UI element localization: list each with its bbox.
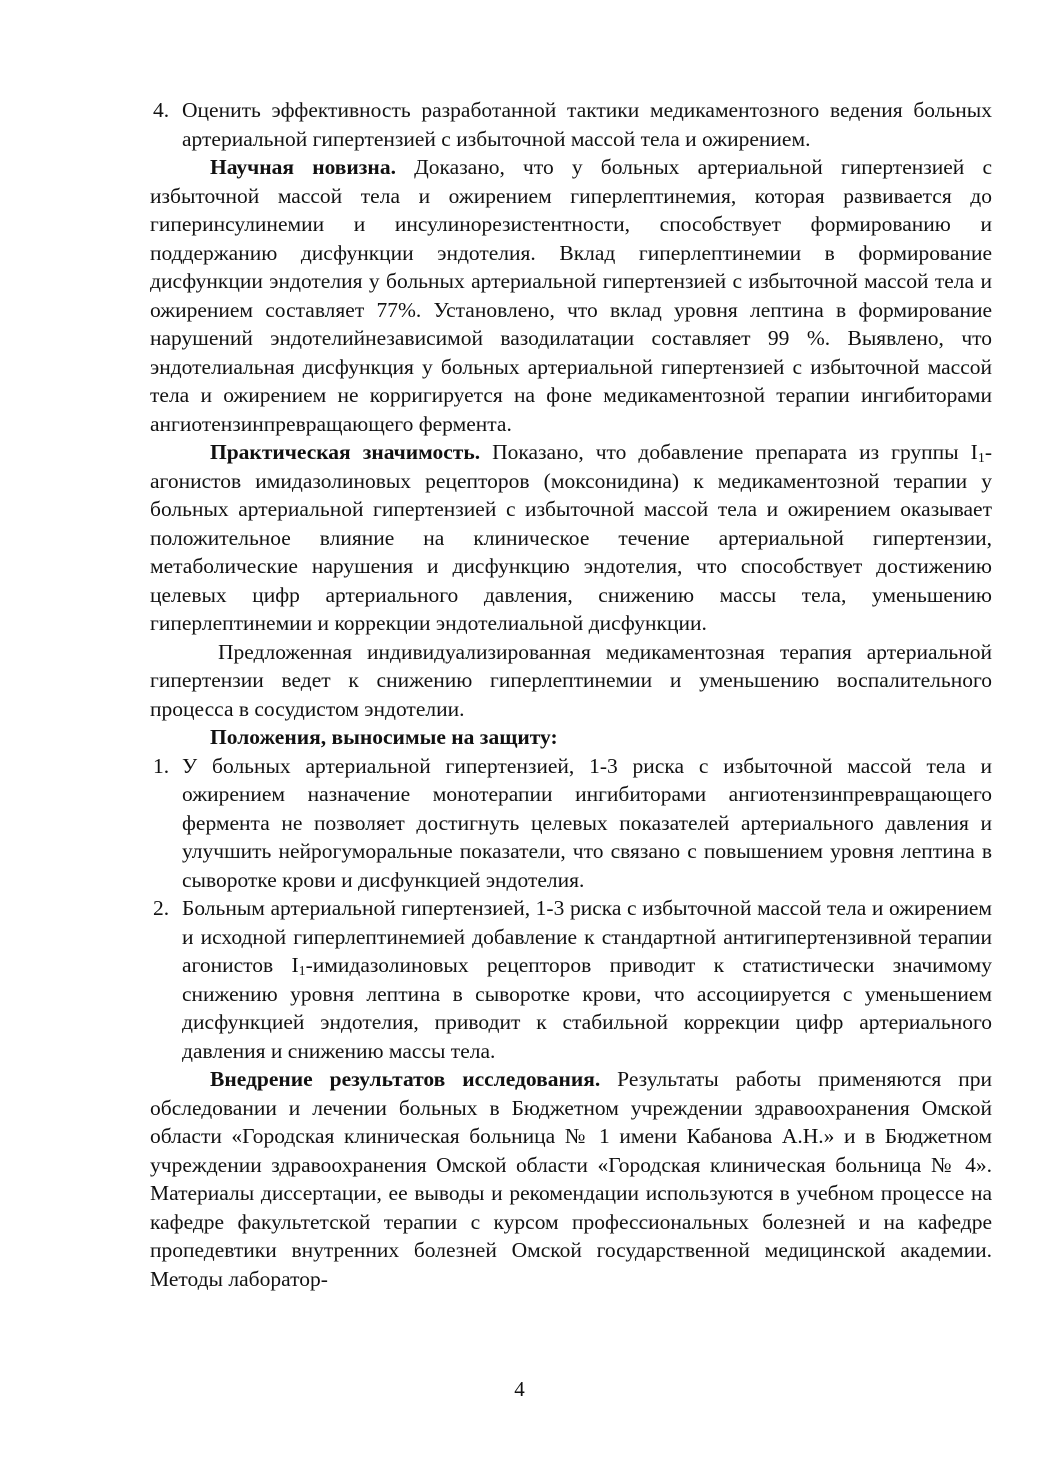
practical-text-part1: Показано, что добавление препарата из группы I bbox=[480, 440, 978, 464]
defense-item-text-part2: -имидазолиновых рецепторов приводит к статистически значимому снижению уровня лептина в сыворотке крови, что ассоциируется с уменьшением дисфункцией эндотелия, приводит к стабильной коррекции цифр артериального давления и снижению массы тела. bbox=[182, 953, 992, 1063]
practical-heading: Практическая значимость. bbox=[210, 440, 481, 464]
list-number: 1. bbox=[153, 753, 170, 778]
defense-item-1 bbox=[150, 752, 992, 895]
novelty-paragraph bbox=[150, 153, 992, 438]
practical-text-part2: -агонистов имидазолиновых рецепторов (моксонидина) к медикаментозной терапии у больных артериальной гипертензией с избыточной массой тела и ожирением оказывает положительное влияние на клиническое течение артериальной гипертензии, метаболические нарушения и дисфункцию эндотелия, что способствует достижению целевых цифр артериального давления, снижению массы тела, уменьшению гиперлептинемии и коррекции эндотелиальной дисфункции. bbox=[150, 440, 992, 635]
defense-heading: Положения, выносимые на защиту: bbox=[210, 725, 558, 749]
practical-subscript: 1 bbox=[977, 451, 985, 466]
proposed-text: Предложенная индивидуализированная медикаментозная терапия артериальной гипертензии ведет к снижению гиперлептинемии и уменьшению воспалительного процесса в сосудистом эндотелии. bbox=[150, 639, 992, 721]
implementation-text: Результаты работы применяются при обследовании и лечении больных в Бюджетном учреждении здравоохранения Омской области «Городская клиническая больница № 1 имени Кабанова А.Н.» и в Бюджетном учреждении здравоохранения Омской области «Городская клиническая больница № 4». Материалы диссертации, ее выводы и рекомендации используются в учебном процессе на кафедре факультетской терапии с курсом профессиональных болезней и на кафедре пропедевтики внутренних болезней Омской государственной медицинской академии. Методы лаборатор- bbox=[150, 1067, 992, 1291]
practical-paragraph bbox=[150, 438, 992, 638]
goal-item-4 bbox=[150, 96, 992, 153]
novelty-text: Доказано, что у больных артериальной гипертензией с избыточной массой тела и ожирением гиперлептинемия, которая развивается до гиперинсулинемии и инсулинорезистентности, способствует формированию и поддержанию дисфункции эндотелия. Вклад гиперлептинемии в формирование дисфункции эндотелия у больных артериальной гипертензией с избыточной массой тела и ожирением составляет 77%. Установлено, что вклад уровня лептина в формирование нарушений эндотелийнезависимой вазодилатации составляет 99 %. Выявлено, что эндотелиальная дисфункция у больных артериальной гипертензией с избыточной массой тела и ожирением не корригируется на фоне медикаментозной терапии ингибиторами ангиотензинпревращающего фермента. bbox=[150, 155, 993, 436]
list-number: 2. bbox=[153, 896, 170, 920]
implementation-paragraph bbox=[150, 1065, 992, 1293]
proposed-paragraph bbox=[150, 638, 992, 724]
goal-item-text: Оценить эффективность разработанной тактики медикаментозного ведения больных артериальной гипертензией с избыточной массой тела и ожирением. bbox=[182, 98, 992, 151]
list-number: 4. bbox=[153, 98, 170, 122]
novelty-heading: Научная новизна. bbox=[210, 155, 396, 179]
defense-item-subscript: 1 bbox=[298, 964, 306, 979]
implementation-heading: Внедрение результатов исследования. bbox=[210, 1067, 601, 1091]
page-number: 4 bbox=[514, 1377, 525, 1401]
defense-item-text-part1: Больным артериальной гипертензией, 1-3 риска с избыточной массой тела и ожирением и исходной гиперлептинемией добавление к стандартной антигипертензивной терапии агонистов I bbox=[182, 896, 992, 977]
defense-item-2 bbox=[150, 894, 992, 1065]
defense-item-text: У больных артериальной гипертензией, 1-3 риска с избыточной массой тела и ожирением назначение монотерапии ингибиторами ангиотензинпревращающего фермента не позволяет достигнуть целевых показателей артериального давления и улучшить нейрогуморальные показатели, что связано с повышением уровня лептина в сыворотке крови и дисфункцией эндотелия. bbox=[182, 753, 992, 892]
document-page bbox=[150, 96, 992, 1293]
